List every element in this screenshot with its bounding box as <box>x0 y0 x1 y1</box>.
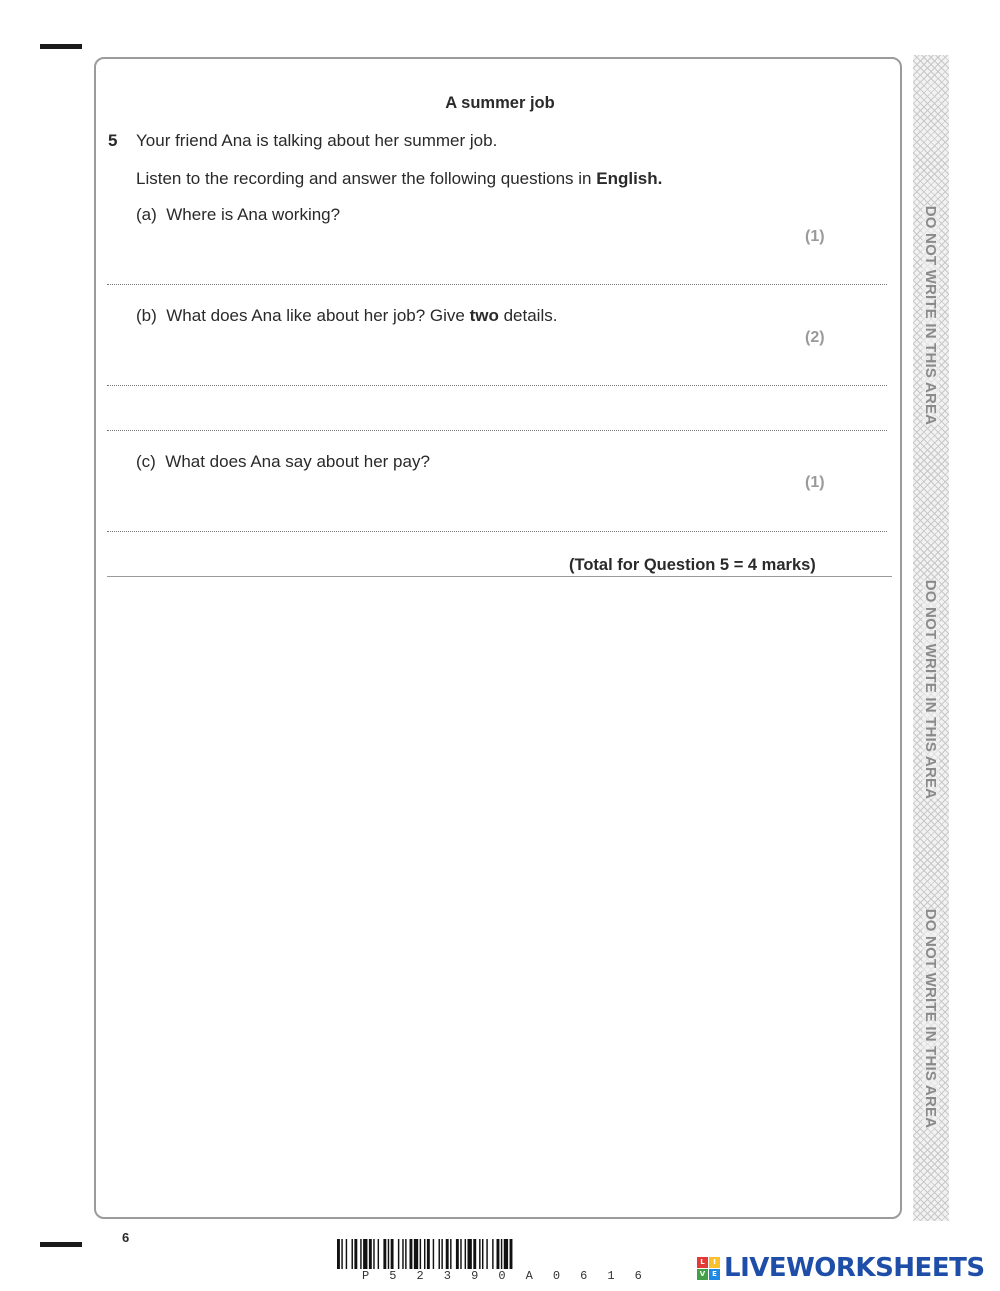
barcode-bar <box>497 1239 500 1269</box>
part-b-marks: (2) <box>805 329 825 346</box>
barcode-bar <box>398 1239 399 1269</box>
barcode-bar <box>510 1239 513 1269</box>
barcode-bar <box>441 1239 442 1269</box>
question-total: (Total for Question 5 = 4 marks) <box>569 556 816 574</box>
barcode-bar <box>504 1239 508 1269</box>
barcode-bar <box>402 1239 403 1269</box>
barcode-bar <box>369 1239 372 1269</box>
part-a-marks: (1) <box>805 228 825 245</box>
question-number: 5 <box>108 131 118 150</box>
answer-line-b2[interactable] <box>107 430 887 431</box>
barcode-bar <box>450 1239 451 1269</box>
part-c-prompt: (c) What does Ana say about her pay? <box>136 452 430 471</box>
barcode-bar <box>479 1239 480 1269</box>
barcode-bar <box>456 1239 459 1269</box>
barcode <box>337 1239 665 1273</box>
margin-hatch-area: DO NOT WRITE IN THIS AREA DO NOT WRITE IN THIS AREA DO NOT WRITE IN THIS AREA <box>913 55 949 1221</box>
barcode-digit: 3 <box>443 1269 451 1283</box>
liveworksheets-logo-text: LIVEWORKSHEETS <box>724 1253 985 1283</box>
part-b-prompt: (b) What does Ana like about her job? Give two details. <box>136 306 558 325</box>
barcode-bar <box>473 1239 476 1269</box>
barcode-bar <box>337 1239 340 1269</box>
barcode-bar <box>363 1239 367 1269</box>
barcode-bar <box>460 1239 461 1269</box>
answer-line-c[interactable] <box>107 531 887 532</box>
barcode-digit: A <box>525 1269 533 1283</box>
barcode-digit: 0 <box>552 1269 561 1283</box>
barcode-bar <box>410 1239 413 1269</box>
logo-icon-tile: E <box>709 1269 720 1280</box>
barcode-digit: 5 <box>389 1269 397 1283</box>
question-intro: Your friend Ana is talking about her summer job. <box>136 131 498 150</box>
barcode-bar <box>352 1239 353 1269</box>
barcode-digit: 9 <box>471 1269 479 1283</box>
barcode-digit: 2 <box>416 1269 424 1283</box>
barcode-bar <box>414 1239 418 1269</box>
registration-mark-top <box>40 44 82 49</box>
question-instruction: Listen to the recording and answer the following questions in English. <box>136 169 663 188</box>
barcode-bar <box>388 1239 389 1269</box>
barcode-bar <box>492 1239 493 1269</box>
registration-mark-bottom <box>40 1242 82 1247</box>
barcode-bar <box>427 1239 430 1269</box>
barcode-bar <box>468 1239 472 1269</box>
barcode-bar <box>373 1239 374 1269</box>
liveworksheets-logo-icon <box>697 1257 720 1280</box>
barcode-bar <box>486 1239 487 1269</box>
barcode-digit: 6 <box>580 1269 588 1283</box>
barcode-bar <box>439 1239 440 1269</box>
barcode-bar <box>354 1239 357 1269</box>
barcode-bar <box>424 1239 425 1269</box>
page-number: 6 <box>122 1230 130 1245</box>
answer-line-a[interactable] <box>107 284 887 285</box>
barcode-bar <box>405 1239 406 1269</box>
logo-icon-tile: L <box>697 1257 708 1268</box>
barcode-digit: 1 <box>607 1269 615 1283</box>
barcode-digit: 0 <box>498 1269 506 1283</box>
barcode-bar <box>383 1239 386 1269</box>
logo-icon-tile: I <box>709 1257 720 1268</box>
barcode-bar <box>465 1239 466 1269</box>
barcode-digit: P <box>362 1269 370 1283</box>
liveworksheets-logo <box>697 1253 985 1283</box>
part-a-prompt: (a) Where is Ana working? <box>136 205 341 224</box>
barcode-bar <box>391 1239 394 1269</box>
part-c-marks: (1) <box>805 474 825 491</box>
barcode-bar <box>378 1239 379 1269</box>
logo-icon-tile: V <box>697 1269 708 1280</box>
barcode-bar <box>482 1239 483 1269</box>
answer-frame <box>94 57 902 1219</box>
barcode-bar <box>446 1239 449 1269</box>
barcode-bar <box>341 1239 342 1269</box>
barcode-bar <box>346 1239 347 1269</box>
section-title: A summer job <box>445 94 555 112</box>
barcode-digits <box>362 1269 642 1283</box>
barcode-bar <box>420 1239 421 1269</box>
answer-line-b1[interactable] <box>107 385 887 386</box>
barcode-digit: 6 <box>634 1269 642 1283</box>
total-rule <box>107 576 892 577</box>
barcode-bar <box>360 1239 361 1269</box>
barcode-bar <box>433 1239 434 1269</box>
barcode-bar <box>501 1239 502 1269</box>
